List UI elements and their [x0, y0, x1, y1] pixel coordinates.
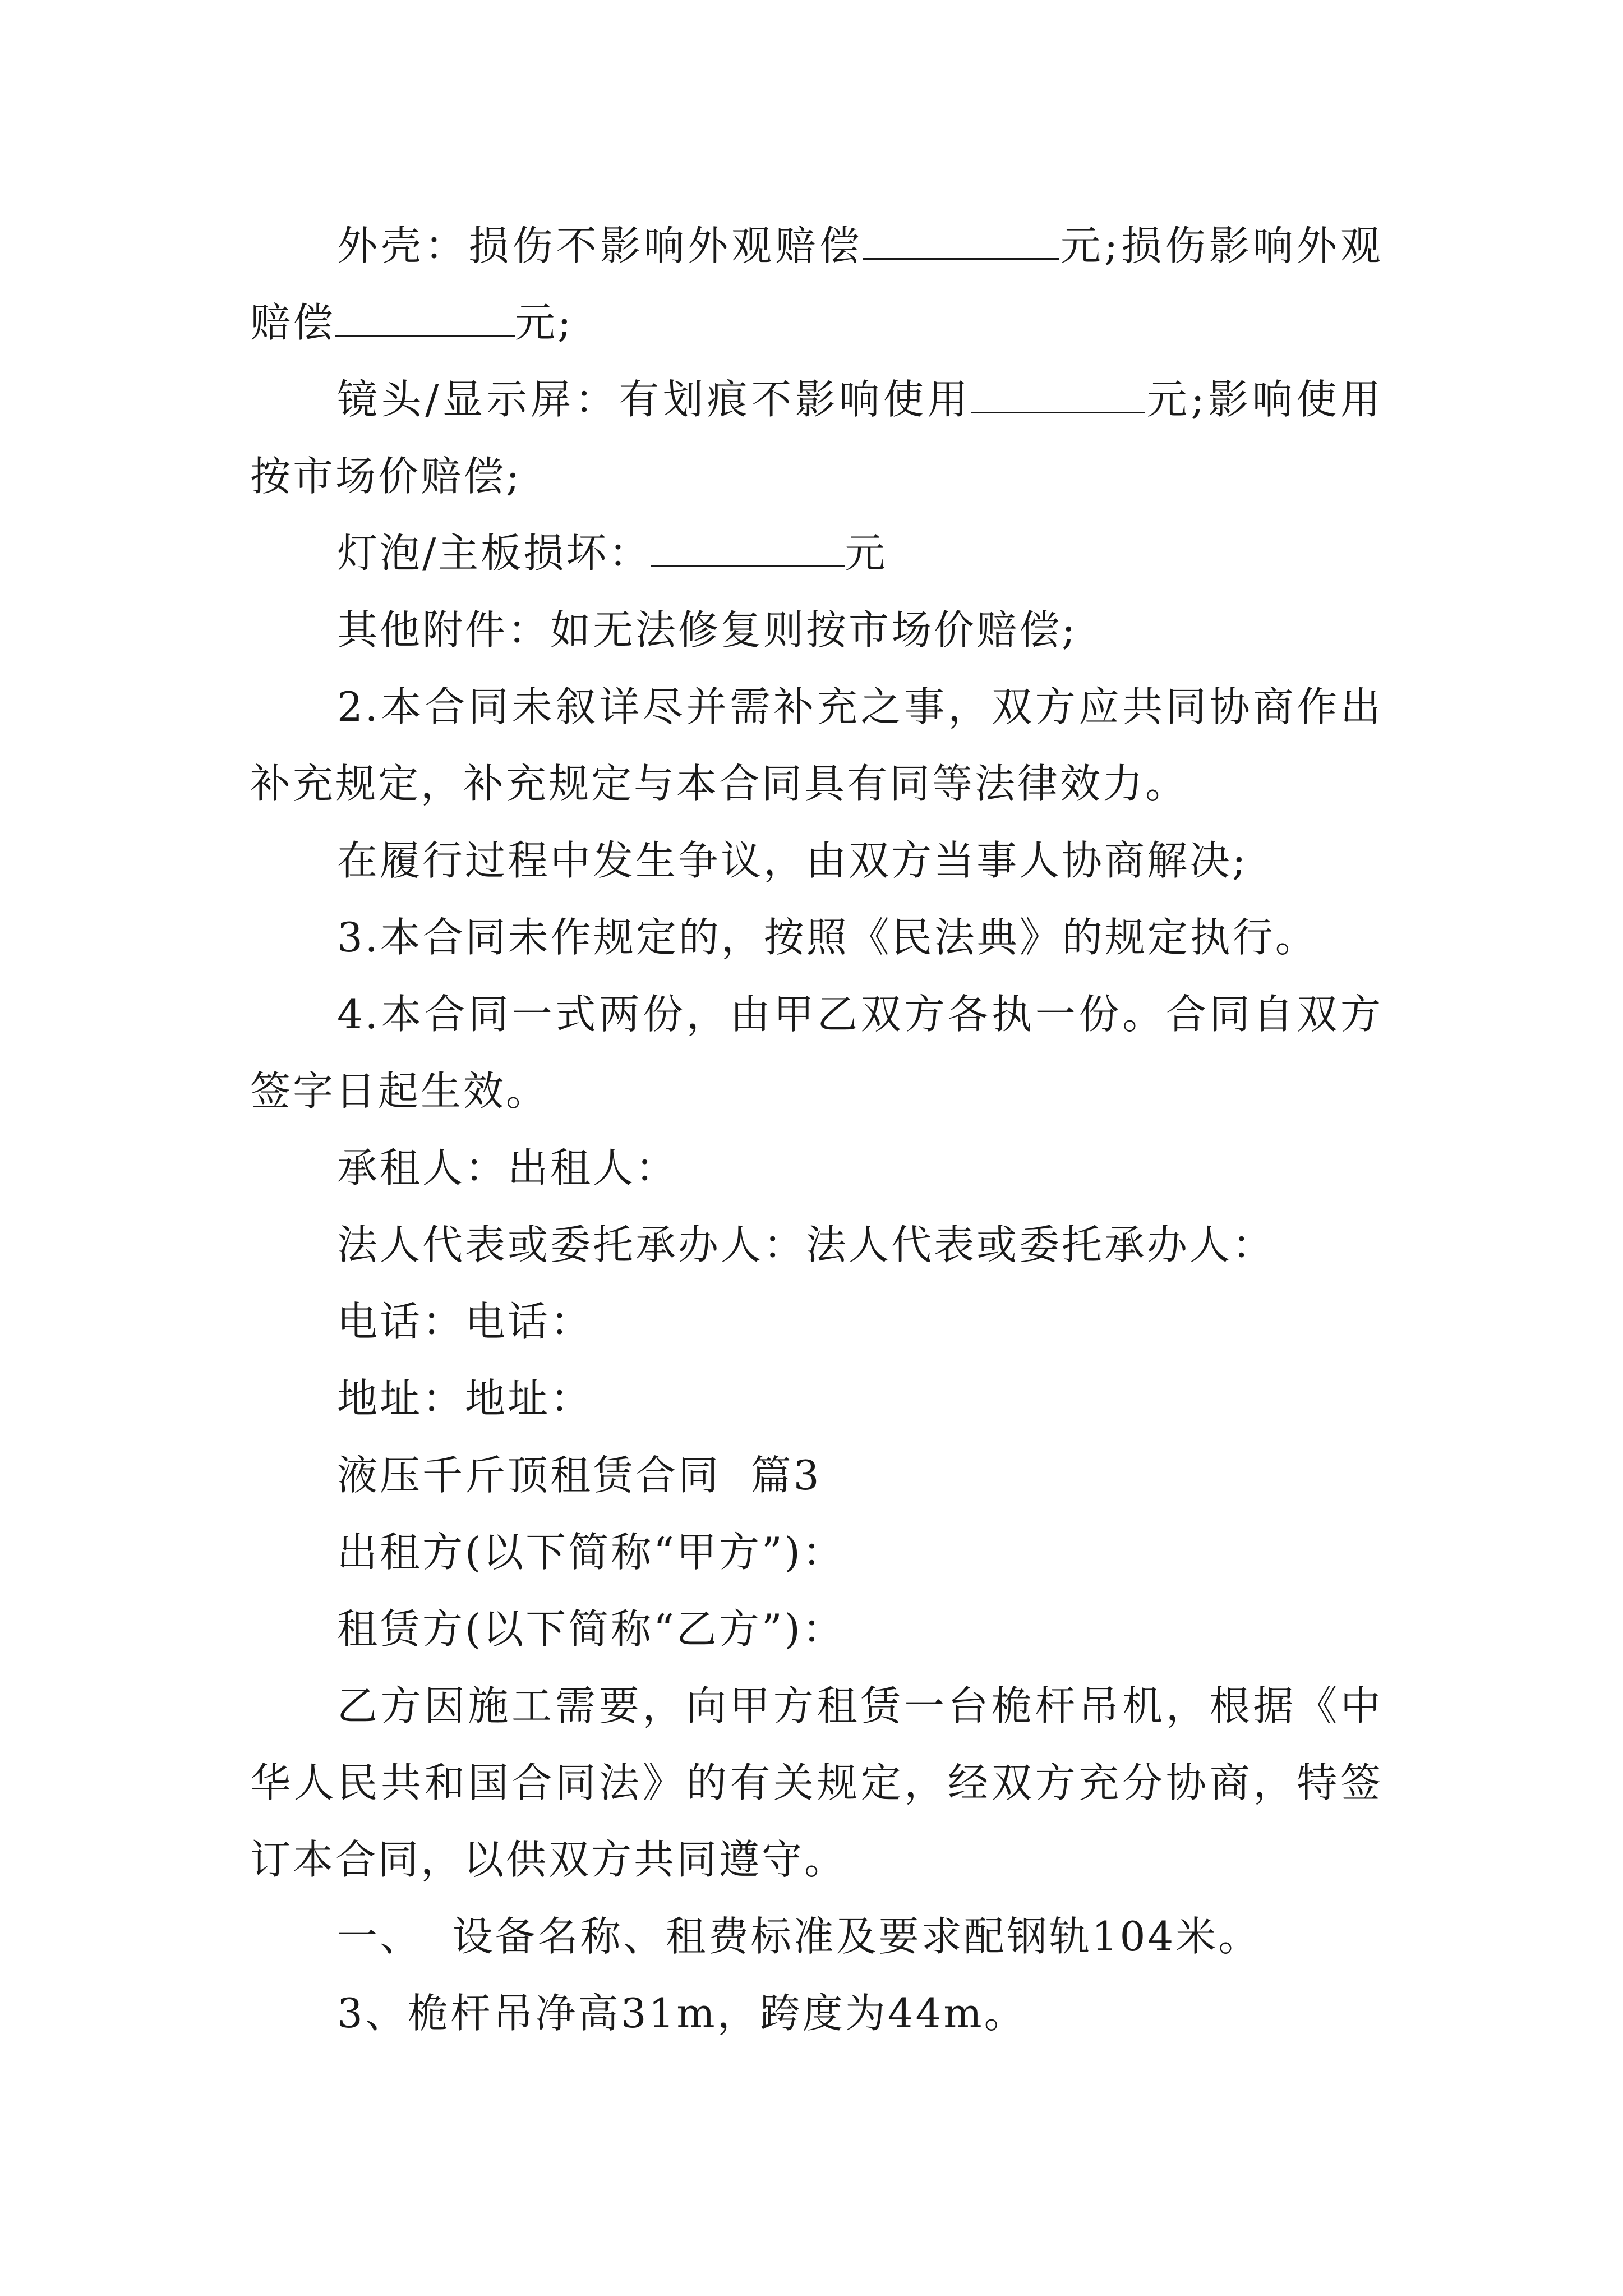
document-page: [250, 208, 1383, 2052]
text-lens-major: 元;影响使用按市场价赔偿;: [250, 376, 1383, 500]
paragraph-phone: 电话：电话：: [337, 1298, 593, 1345]
paragraph-equipment: 一、 设备名称、租费标准及要求配钢轨104米。: [337, 1913, 1261, 1960]
paragraph-bulb-compensation: [250, 515, 1383, 592]
blank-field-casing-major: [335, 299, 515, 337]
paragraph-crane-spec: 3、桅杆吊净高31m，跨度为44m。: [337, 1990, 1027, 2037]
text-casing-major: 元;损伤影响外观赔偿: [250, 222, 1383, 346]
paragraph-casing-compensation: [250, 208, 1383, 361]
paragraph-clause-2: 2.本合同未叙详尽并需补充之事，双方应共同协商作出补充规定，补充规定与本合同具有同等法律效力。: [250, 683, 1383, 807]
paragraph-intro: 乙方因施工需要，向甲方租赁一台桅杆吊机，根据《中华人民共和国合同法》的有关规定，经双方充分协商，特签订本合同，以供双方共同遵守。: [250, 1682, 1383, 1883]
paragraph-address: 地址：地址：: [337, 1375, 593, 1422]
text-bulb-yuan: 元: [845, 530, 888, 577]
text-bulb: 灯泡/主板损坏：: [337, 530, 652, 577]
blank-field-lens: [971, 376, 1145, 413]
paragraph-representatives: 法人代表或委托承办人：法人代表或委托承办人：: [337, 1221, 1275, 1268]
section-title: 液压千斤顶租赁合同 篇3: [337, 1452, 822, 1499]
paragraph-lens-compensation: [250, 361, 1383, 515]
text-yuan: 元;: [515, 299, 574, 346]
paragraph-dispute: 在履行过程中发生争议，由双方当事人协商解决;: [337, 837, 1248, 884]
paragraph-parties: 承租人：出租人：: [337, 1144, 679, 1191]
text-lens: 镜头/显示屏：有划痕不影响使用: [337, 376, 972, 423]
blank-field-bulb: [651, 530, 845, 567]
paragraph-lessor: 出租方(以下简称“甲方”)：: [337, 1529, 845, 1576]
text-casing: 外壳：损伤不影响外观赔偿: [337, 222, 863, 269]
paragraph-clause-4: 4.本合同一式两份，由甲乙双方各执一份。合同自双方签字日起生效。: [250, 991, 1383, 1115]
blank-field-casing-minor: [863, 222, 1059, 260]
paragraph-clause-3: 3.本合同未作规定的，按照《民法典》的规定执行。: [337, 914, 1318, 961]
paragraph-other-accessories: 其他附件：如无法修复则按市场价赔偿;: [337, 606, 1078, 654]
paragraph-lessee: 租赁方(以下简称“乙方”)：: [337, 1605, 845, 1653]
